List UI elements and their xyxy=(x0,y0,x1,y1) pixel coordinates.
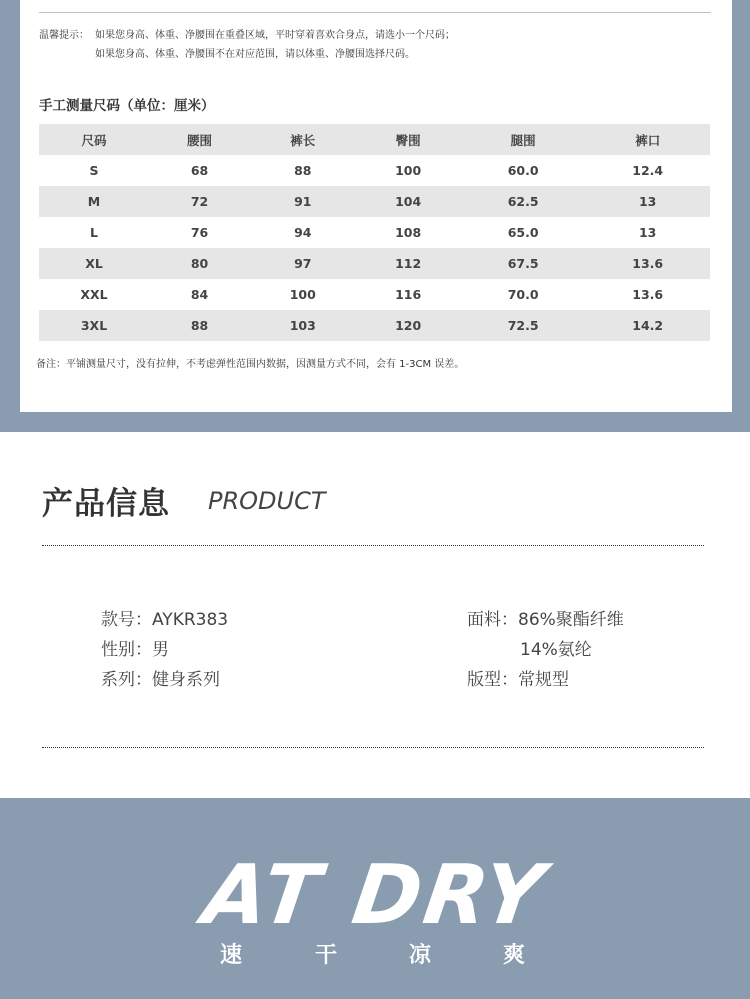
table-row xyxy=(39,186,710,217)
table-cell: 97 xyxy=(294,256,312,271)
gender-field xyxy=(101,635,169,660)
table-cell: 80 xyxy=(190,256,209,271)
sizing-tips xyxy=(39,26,455,64)
table-cell: 88 xyxy=(190,318,209,333)
divider xyxy=(39,12,711,13)
table-cell: 13 xyxy=(638,194,657,209)
style-number-label: 款号： xyxy=(101,610,152,630)
table-cell: 13.6 xyxy=(632,287,664,302)
table-row xyxy=(39,155,710,186)
header-cell: 尺码 xyxy=(81,132,107,148)
header-cell: 臀围 xyxy=(395,132,421,148)
series-value: 健身系列 xyxy=(152,670,220,690)
table-cell: 108 xyxy=(395,225,422,240)
table-cell: 12.4 xyxy=(632,163,664,178)
table-cell: 60.0 xyxy=(507,163,539,178)
fabric-field-line-2 xyxy=(520,635,592,660)
table-cell: 67.5 xyxy=(507,256,539,271)
fabric-field xyxy=(467,605,624,630)
table-cell: 72.5 xyxy=(507,318,539,333)
table-cell: 91 xyxy=(294,194,312,209)
table-cell: 120 xyxy=(395,318,422,333)
table-cell: 14.2 xyxy=(632,318,664,333)
series-label: 系列： xyxy=(101,670,152,690)
header-cell: 腰围 xyxy=(187,132,213,148)
table-cell: XL xyxy=(85,256,103,271)
table-row xyxy=(39,248,710,279)
table-cell: 112 xyxy=(395,256,422,271)
fit-value: 常规型 xyxy=(518,670,569,690)
table-row xyxy=(39,217,710,248)
table-cell: L xyxy=(90,225,98,240)
measurement-note: 备注：平铺测量尺寸，没有拉伸，不考虑弹性范围内数据，因测量方式不同，会有 1-3CM 误差。 xyxy=(36,359,465,370)
tips-line-1: 如果您身高、体重、净腰围在重叠区域，平时穿着喜欢合身点，请选小一个尺码； xyxy=(95,30,455,41)
table-cell: 94 xyxy=(294,225,312,240)
header-cell: 裤长 xyxy=(290,132,316,148)
product-info-heading: 产品信息 xyxy=(42,486,170,522)
table-cell: 88 xyxy=(294,163,312,178)
fabric-label: 面料： xyxy=(467,610,518,630)
fabric-value-2: 14%氨纶 xyxy=(520,640,592,660)
slogan-char: 凉 xyxy=(409,943,432,968)
fabric-value-1: 86%聚酯纤维 xyxy=(518,610,624,630)
slogan-char: 干 xyxy=(315,943,338,968)
gender-value: 男 xyxy=(152,640,169,660)
style-number-value: AYKR383 xyxy=(152,610,229,630)
table-cell: 76 xyxy=(190,225,209,240)
table-cell: 100 xyxy=(289,287,316,302)
table-cell: 100 xyxy=(395,163,422,178)
fit-label: 版型： xyxy=(467,670,518,690)
table-header-row xyxy=(39,124,710,155)
table-cell: XXL xyxy=(80,287,108,302)
table-row xyxy=(39,279,710,310)
dotted-divider-top xyxy=(42,545,704,546)
table-cell: 84 xyxy=(190,287,209,302)
table-cell: 13 xyxy=(638,225,657,240)
table-cell: 68 xyxy=(190,163,209,178)
slogan-char: 爽 xyxy=(503,943,526,968)
brand-slogan xyxy=(0,938,750,968)
series-field xyxy=(101,665,220,690)
tips-label: 温馨提示： xyxy=(39,30,89,41)
tips-line-2: 如果您身高、体重、净腰围不在对应范围，请以体重、净腰围选择尺码。 xyxy=(95,49,415,60)
table-cell: S xyxy=(89,163,99,178)
table-cell: 103 xyxy=(289,318,316,333)
size-chart-card xyxy=(20,0,732,412)
table-cell: 65.0 xyxy=(507,225,539,240)
table-cell: 72 xyxy=(190,194,209,209)
table-cell: 116 xyxy=(395,287,422,302)
header-cell: 裤口 xyxy=(635,132,661,148)
dotted-divider-bottom xyxy=(42,747,704,748)
table-cell: 3XL xyxy=(80,318,108,333)
table-cell: 70.0 xyxy=(507,287,539,302)
table-cell: 62.5 xyxy=(507,194,539,209)
size-table-title: 手工测量尺码（单位：厘米） xyxy=(39,98,215,114)
gender-label: 性别： xyxy=(101,640,152,660)
style-number-field xyxy=(101,605,228,630)
product-info-subheading: PRODUCT xyxy=(208,487,326,515)
slogan-char: 速 xyxy=(220,943,243,968)
table-cell: M xyxy=(87,194,101,209)
header-cell: 腿围 xyxy=(510,132,536,148)
size-table xyxy=(39,124,710,341)
table-row xyxy=(39,310,710,341)
table-cell: 13.6 xyxy=(632,256,664,271)
brand-logo: AT DRY xyxy=(197,848,553,943)
fit-field xyxy=(467,665,569,690)
table-cell: 104 xyxy=(395,194,422,209)
